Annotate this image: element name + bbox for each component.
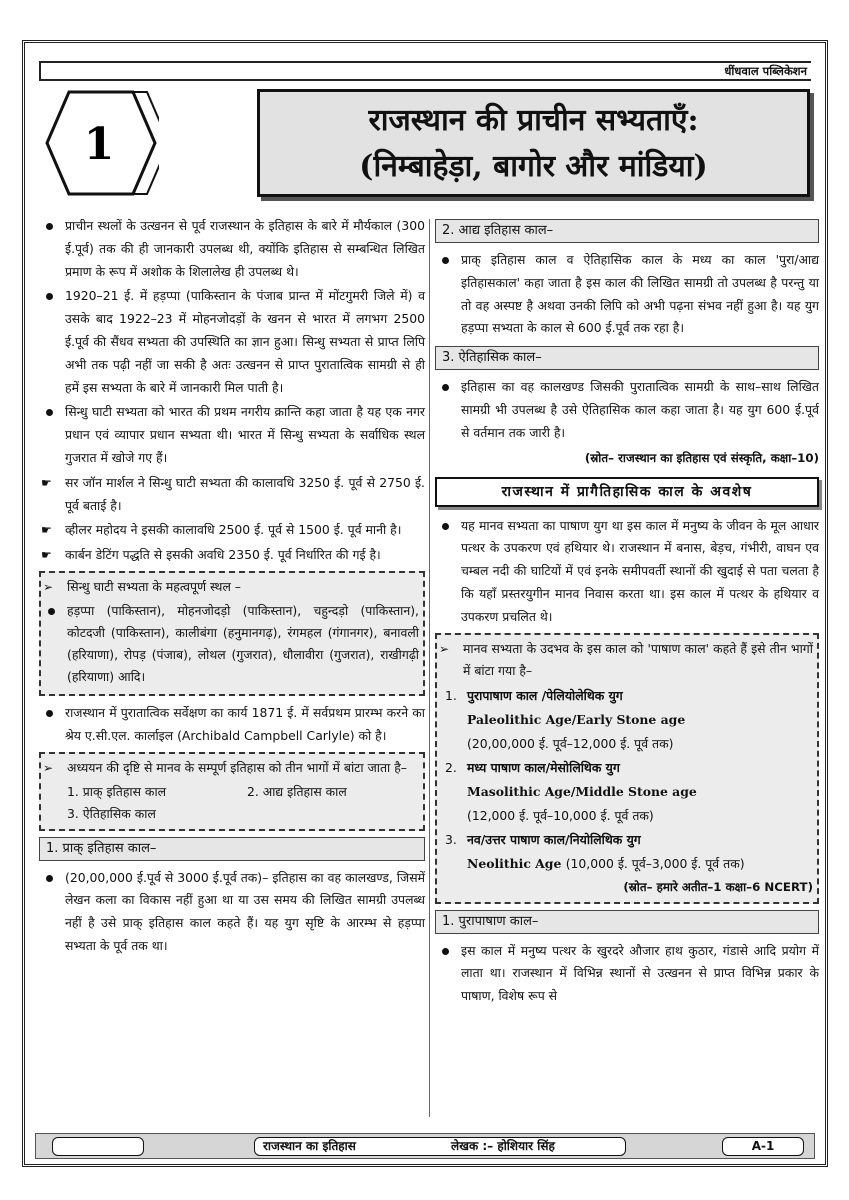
source-citation: (स्रोत– हमारे अतीत–1 कक्षा–6 NCERT) [623,879,813,894]
paragraph: 1920–21 ई. में हड़प्पा (पाकिस्तान के पंजाब प्रान्त में मोंटगुमरी जिले में) व उसके बाद 1922–23 में मोहनजोदड़ों के खनन से भारत में लगभग 2500 ई.पूर्व की सैंधव सभ्यता की उपस्थिति का ज्ञान हुआ। सिन्धु सभ्यता से प्राप्त लिपि अभी तक पढ़ी नहीं जा सकी है अतः उत्खनन से प्राप्त पुरातात्विक सामग्री से ही हमें इस सभ्यता के बारे में जानकारी मिल पाती है। [39,285,425,399]
pointing-hand-icon: ☛ [41,548,52,563]
history-division-text: ➢ अध्ययन की दृष्टि से मानव के सम्पूर्ण इतिहास को तीन भागों में बांटा जाता है– [41,757,419,779]
left-column [39,215,425,960]
sites-box-title: ➢ सिन्धु घाटी सभ्यता के महत्वपूर्ण स्थल – [41,576,419,598]
history-division-row [41,781,419,803]
section-heading: 1. प्राक् इतिहास काल– [39,837,425,861]
section-box-heading: राजस्थान में प्रागैतिहासिक काल के अवशेष [435,477,819,507]
history-division-item: 3. ऐतिहासिक काल [67,805,156,821]
section-heading: 3. ऐतिहासिक काल– [435,346,819,370]
note-text: सर जॉन मार्शल ने सिन्धु घाटी सभ्यता की कालावधि 3250 ई. पूर्व से 2750 ई. पूर्व बताई है। [65,474,425,513]
pointing-hand-icon: ☛ [41,523,52,538]
chapter-number-badge [43,89,159,197]
age-name: पुरापाषाण काल /पेलियोलेथिक युग [467,687,623,703]
chapter-title-line1: राजस्थान की प्राचीन सभ्यताएँ: [368,103,699,138]
paragraph: इस काल में मनुष्य पत्थर के खुरदरे औजार हाथ कुठार, गंडासे आदि प्रयोग में लाता था। राजस्थान में विभिन्न स्थानों से उत्खनन से प्राप्त विभिन्न प्रकार के पाषाण, विशेष रूप से [435,940,819,1008]
column-divider [429,219,430,1117]
age-range: (10,000 ई. पूर्व–3,000 ई. पूर्व तक) [565,855,745,871]
arrow-icon: ➢ [43,760,54,775]
paragraph: (20,00,000 ई.पूर्व से 3000 ई.पूर्व तक)– इतिहास का वह कालखण्ड, जिसमें लेखन कला का विकास नहीं हुआ था या उस समय की लिखित सामग्री उपलब्ध नहीं है उसे प्राक् इतिहास काल कहते हैं। यह युग सृष्टि के आरम्भ से हड़प्पा सभ्यता के पूर्व तक था। [39,867,425,958]
stone-age-box [435,633,819,904]
page-frame [22,40,828,1167]
age-number: 3. [445,831,457,847]
paragraph: सिन्धु घाटी सभ्यता को भारत की प्रथम नगरीय क्रान्ति कहा जाता है यह एक नगर प्रधान एवं व्यापार प्रधान सभ्यता थी। भारत में सिन्धु सभ्यता के सर्वाधिक स्थल गुजरात में खोजे गए हैं। [39,401,425,469]
source-citation: (स्रोत– राजस्थान का इतिहास एवं संस्कृति, कक्षा–10) [584,450,819,465]
footer-book-title: राजस्थान का इतिहास [263,1139,356,1153]
paragraph: प्राचीन स्थलों के उत्खनन से पूर्व राजस्थान के इतिहास के बारे में मौर्यकाल (300 ई.पूर्व) तक की ही जानकारी उपलब्ध थी, क्योंकि इतिहास से सम्बन्धित लिखित प्रमाण के रूप में अशोक के शिलालेख ही उपलब्ध थे। [39,215,425,283]
right-column [435,215,819,1010]
age-english: Masolithic Age/Middle Stone age [467,783,697,799]
sites-box [39,571,425,696]
chapter-title-line2: (निम्बाहेड़ा, बागोर और मांडिया) [359,149,708,184]
arrow-icon: ➢ [439,641,450,656]
age-english: Neolithic Age [467,855,562,871]
chapter-title-box [257,89,810,197]
age-item [437,684,813,708]
pointing-hand-icon: ☛ [41,475,52,490]
chapter-number: 1 [83,119,115,170]
note-text: कार्बन डेटिंग पद्धति से इसकी अवधि 2350 ई. पूर्व निर्धारित की गई है। [65,547,381,563]
age-name: मध्य पाषाण काल/मेसोलिथिक युग [467,759,620,775]
age-item [437,756,813,780]
age-range: (12,000 ई. पूर्व–10,000 ई. पूर्व तक) [467,807,654,823]
arrow-icon: ➢ [43,579,54,594]
page-footer [35,1133,815,1159]
history-division-box [39,752,425,831]
page-number: A-1 [722,1137,804,1156]
footer-author: लेखक :– होशियार सिंह [451,1139,555,1153]
footer-book-box [254,1137,626,1156]
age-english: Paleolithic Age/Early Stone age [467,711,686,727]
sites-list: हड़प्पा (पाकिस्तान), मोहनजोदड़ो (पाकिस्तान), चहुन्दड़ो (पाकिस्तान), कोटदजी (पाकिस्तान), कालीबंगा (हनुमानगढ़), रंगमहल (गंगानगर), बनावली (हरियाणा), रोपड़ (पंजाब), लोथल (गुजरात), धौलावीरा (गुजरात), राखीगढ़ी (हरियाणा) आदि। [41,600,419,688]
pointer-note [39,544,425,567]
publisher-name: धींधवाल पब्लिकेशन [39,61,811,81]
age-name: नव/उत्तर पाषाण काल/नियोलिथिक युग [467,831,641,847]
age-number: 1. [445,687,457,703]
age-item [437,828,813,852]
footer-blank-box [52,1137,144,1156]
section-heading: 1. पुरापाषाण काल– [435,910,819,934]
age-number: 2. [445,759,457,775]
age-range: (20,00,000 ई. पूर्व–12,000 ई. पूर्व तक) [467,735,674,751]
note-text: व्हीलर महोदय ने इसकी कालावधि 2500 ई. पूर्व से 1500 ई. पूर्व मानी है। [65,522,402,538]
paragraph: राजस्थान में पुरातात्विक सर्वेक्षण का कार्य 1871 ई. में सर्वप्रथम प्रारम्भ करने का श्रेय ए.सी.एल. कार्लाइल (Archibald Campbell Carlyle) को है। [39,702,425,748]
paragraph: प्राक् इतिहास काल व ऐतिहासिक काल के मध्य का काल 'पुरा/आद्य इतिहासकाल' कहा जाता है इस काल की लिखित सामग्री तो उपलब्ध है परन्तु या तो वह अस्पष्ट है अथवा उनकी लिपि को अभी पढ़ना संभव नहीं हुआ है। यह युग हड़प्पा सभ्यता के काल से 600 ई.पूर्व तक रहा है। [435,249,819,340]
age-english-with-range [437,852,813,876]
pointer-note [39,519,425,542]
history-division-item: 1. प्राक् इतिहास काल [67,783,167,799]
paragraph: इतिहास का वह कालखण्ड जिसकी पुरातात्विक सामग्री के साथ–साथ लिखित सामग्री भी उपलब्ध है उसे ऐतिहासिक काल कहा जाता है। यह युग 600 ई.पूर्व से वर्तमान तक जारी है। [435,376,819,444]
history-division-row [41,803,419,825]
paragraph: यह मानव सभ्यता का पाषाण युग था इस काल में मनुष्य के जीवन के मूल आधार पत्थर के उपकरण एवं हथियार थे। राजस्थान में बनास, बेड़च, गंभीरी, वाघन एव चम्बल नदी की घाटियों में एवं इनके समीपवर्ती स्थानों की खुदाई से पता चलता है कि यहाँ प्रस्तरयुगीन मानव निवास करता था। इस काल में पत्थर के हथियार व उपकरण प्रचलित थे। [435,515,819,629]
pointer-note [39,472,425,518]
stone-age-intro: ➢ मानव सभ्यता के उदभव के इस काल को 'पाषाण काल' कहते हैं इसे तीन भागों में बांटा गया है– [437,638,813,682]
section-heading: 2. आद्य इतिहास काल– [435,219,819,243]
history-division-item: 2. आद्य इतिहास काल [247,783,347,799]
